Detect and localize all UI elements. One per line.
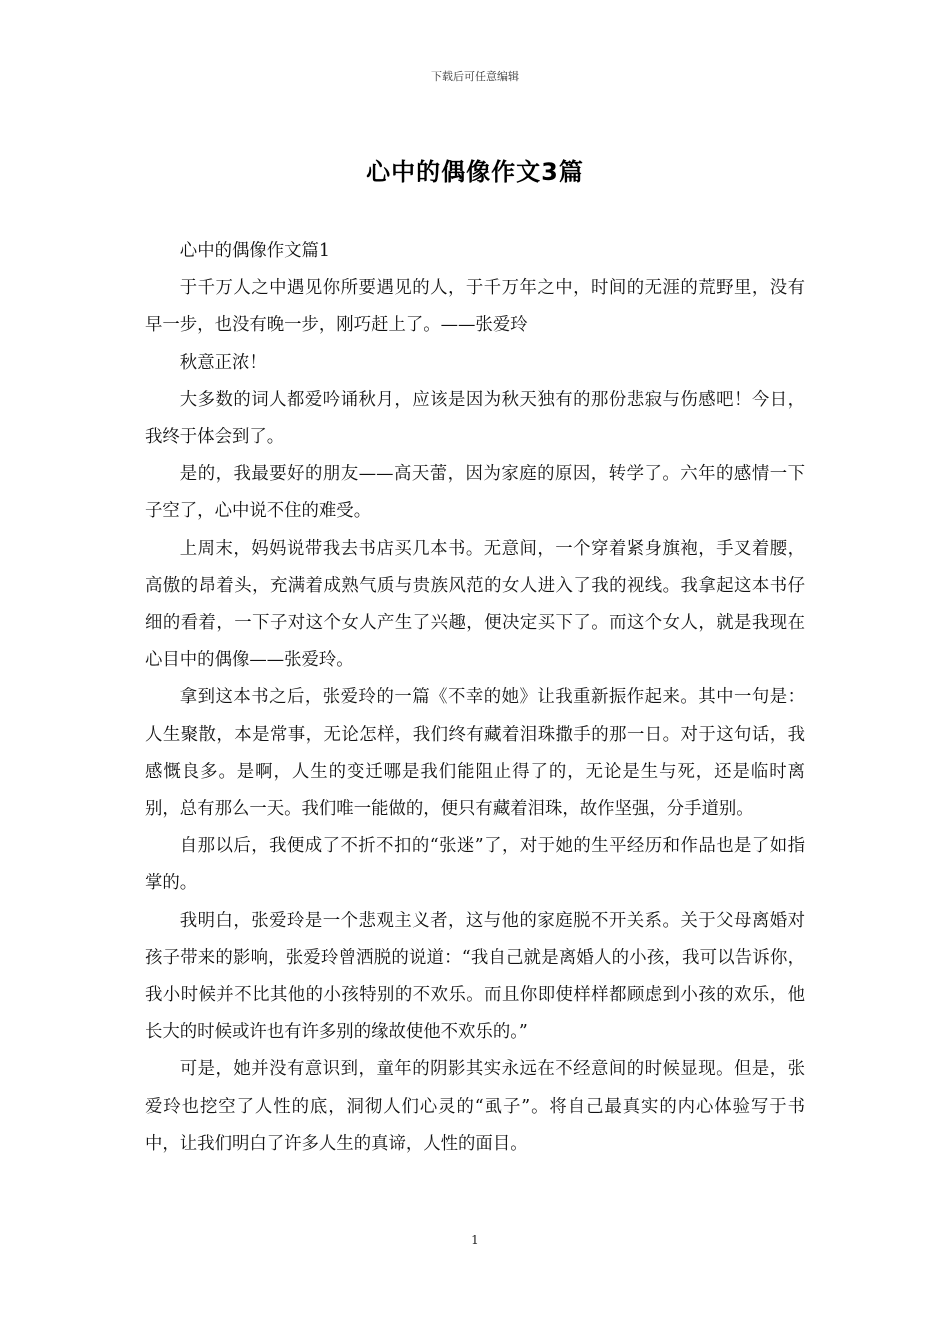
paragraph: 自那以后，我便成了不折不扣的“张迷”了，对于她的生平经历和作品也是了如指掌的。: [145, 836, 805, 894]
paragraph: 大多数的词人都爱吟诵秋月，应该是因为秋天独有的那份悲寂与伤感吧！今日，我终于体会到了。: [145, 389, 805, 448]
page-header: 下载后可任意编辑: [431, 70, 519, 83]
section-heading: 心中的偶像作文篇1: [179, 241, 330, 261]
paragraph: 于千万人之中遇见你所要遇见的人，于千万年之中，时间的无涯的荒野里，没有早一步，也没有晚一步，刚巧赶上了。——张爱玲: [145, 278, 805, 336]
paragraph: 是的，我最要好的朋友——高天蕾，因为家庭的原因，转学了。六年的感情一下子空了，心中说不住的难受。: [145, 464, 805, 522]
paragraph: 可是，她并没有意识到，童年的阴影其实永远在不经意间的时候显现。但是，张爱玲也挖空了人性的底，洞彻人们心灵的“虱子”。将自己最真实的内心体验写于书中，让我们明白了许多人生的真谛，人性的面目。: [145, 1059, 805, 1154]
paragraph: 秋意正浓！: [179, 352, 267, 373]
document-body: [145, 233, 805, 1163]
paragraph: 拿到这本书之后，张爱玲的一篇《不幸的她》让我重新振作起来。其中一句是：人生聚散，本是常事，无论怎样，我们终有藏着泪珠撒手的那一日。对于这句话，我感慨良多。是啊，人生的变迁哪是我们能阻止得了的，无论是生与死，还是临时离别，总有那么一天。我们唯一能做的，便只有藏着泪珠，故作坚强，分手道别。: [145, 687, 805, 820]
document-title: 心中的偶像作文3篇: [366, 158, 584, 186]
page-number: 1: [471, 1233, 479, 1247]
paragraph: 我明白，张爱玲是一个悲观主义者，这与他的家庭脱不开关系。关于父母离婚对孩子带来的影响，张爱玲曾洒脱的说道：“我自己就是离婚人的小孩，我可以告诉你，我小时候并不比其他的小孩特别的不欢乐。而且你即使样样都顾虑到小孩的欢乐，他长大的时候或许也有许多别的缘故使他不欢乐的。”: [145, 910, 805, 1043]
paragraph: 上周末，妈妈说带我去书店买几本书。无意间，一个穿着紧身旗袍，手叉着腰，高傲的昂着头，充满着成熟气质与贵族风范的女人进入了我的视线。我拿起这本书仔细的看着，一下子对这个女人产生了兴趣，便决定买下了。而这个女人，就是我现在心目中的偶像——张爱玲。: [145, 538, 805, 671]
